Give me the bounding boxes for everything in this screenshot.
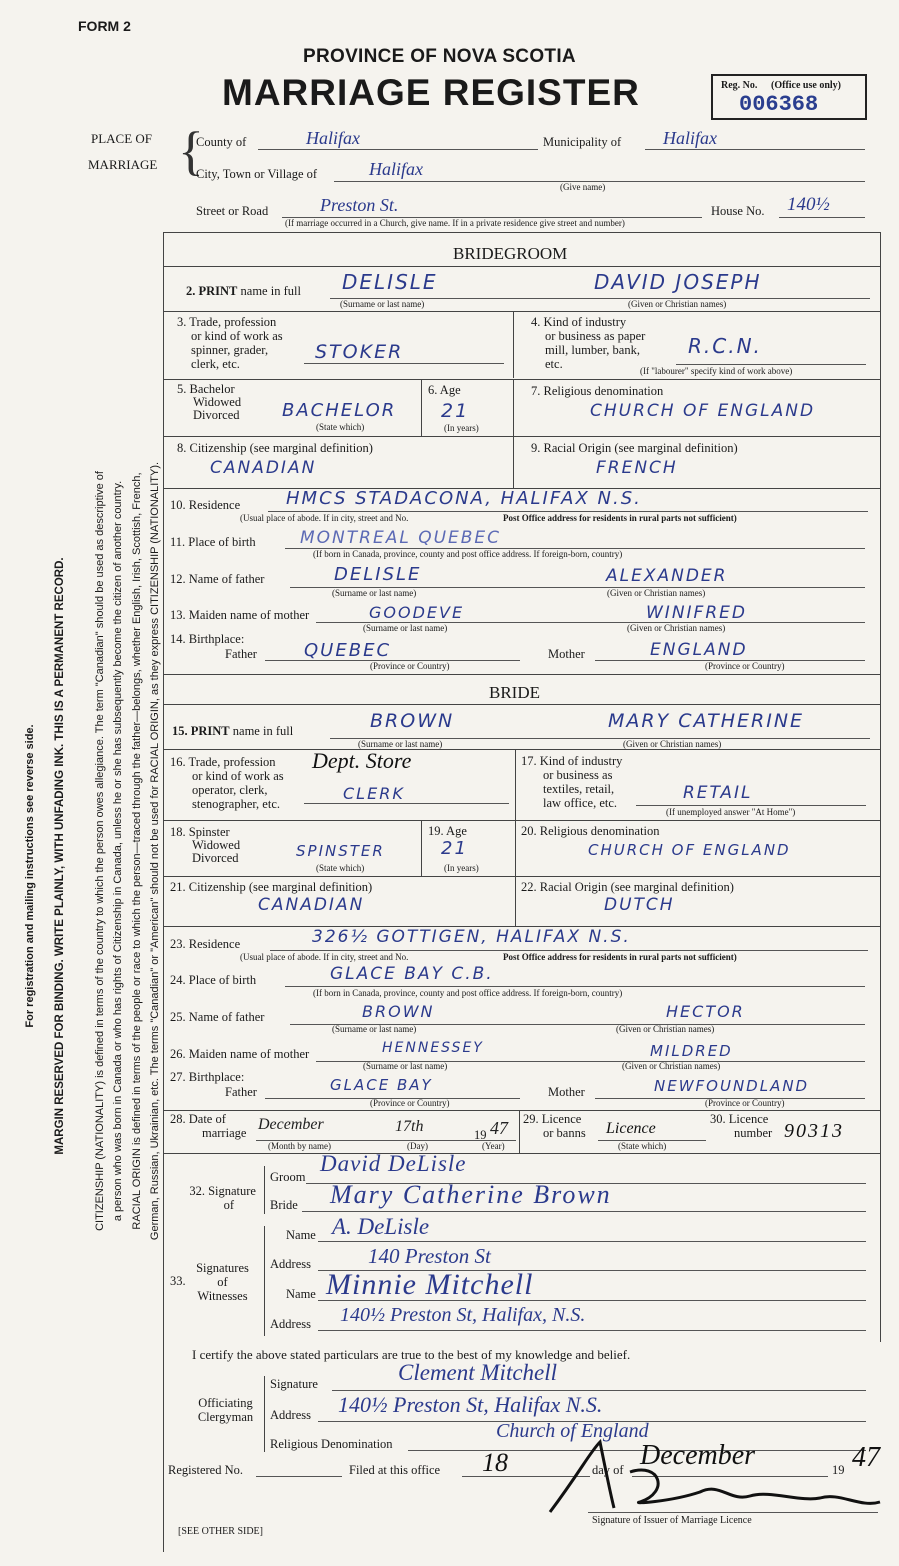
groom-birthplace-caption: (If born in Canada, province, county and post office address. If foreign-born, country) — [313, 549, 623, 559]
marriage-date-label — [170, 1112, 260, 1140]
groom-mother-word: Mother — [548, 647, 585, 661]
witness2-address-label: Address — [270, 1317, 311, 1331]
licence-banns-label-2: or banns — [543, 1126, 586, 1140]
marriage-day-caption: (Day) — [407, 1141, 428, 1151]
groom-father-surname-caption: (Surname or last name) — [332, 588, 417, 598]
groom-status-label — [177, 383, 277, 422]
bride-name-label: 15. PRINT name in full — [172, 724, 294, 738]
groom-status: BACHELOR — [282, 400, 397, 421]
witness1-name-label: Name — [286, 1228, 316, 1242]
bride-trade: CLERK — [343, 784, 405, 803]
filed-day: 18 — [482, 1448, 508, 1477]
bride-father-birthplace: GLACE BAY — [330, 1076, 433, 1094]
marriage-year-caption: (Year) — [482, 1141, 505, 1151]
groom-father-province-caption: (Province or Country) — [370, 661, 450, 671]
bride-citizenship: CANADIAN — [258, 895, 365, 915]
groom-age-caption: (In years) — [444, 423, 479, 433]
witnesses-label-1: Signatures — [196, 1261, 249, 1275]
bride-industry-caption: (If unemployed answer "At Home") — [666, 807, 796, 817]
marriage-date-label-1: 28. Date of — [170, 1112, 226, 1126]
bride-birthplace-caption: (If born in Canada, province, county and post office address. If foreign-born, country) — [313, 988, 623, 998]
day-of-label: day of — [592, 1463, 624, 1477]
groom-status-label-2: Widowed — [193, 395, 242, 409]
groom-given-caption: (Given or Christian names) — [628, 299, 727, 309]
groom-origin-label: 9. Racial Origin (see marginal definition) — [531, 441, 738, 455]
bride-industry-label-3: textiles, retail, — [543, 782, 615, 796]
witnesses-label-3: Witnesses — [197, 1289, 248, 1303]
clergy-signature-label: Signature — [270, 1377, 318, 1391]
bride-mother-province-caption: (Province or Country) — [705, 1098, 785, 1108]
groom-father-word: Father — [225, 647, 257, 661]
clergy-address: 140½ Preston St, Halifax N.S. — [338, 1392, 603, 1417]
groom-trade-label-1: 3. Trade, profession — [177, 315, 277, 329]
witness2-name: Minnie Mitchell — [326, 1268, 534, 1301]
bride-father-given-caption: (Given or Christian names) — [616, 1024, 715, 1034]
province-heading: PROVINCE OF NOVA SCOTIA — [303, 46, 576, 67]
bride-father-surname: BROWN — [362, 1002, 435, 1021]
bride-residence: 326½ GOTTIGEN, HALIFAX N.S. — [312, 927, 631, 947]
bride-mother-given: MILDRED — [650, 1042, 733, 1060]
bride-mother-label: 26. Maiden name of mother — [170, 1047, 310, 1061]
bride-citizenship-label: 21. Citizenship (see marginal definition) — [170, 880, 373, 894]
groom-trade-label-4: clerk, etc. — [191, 357, 240, 371]
filed-month: December — [640, 1440, 756, 1471]
witnesses-label — [185, 1261, 260, 1303]
bride-parents-birthplace-label: 27. Birthplace: — [170, 1070, 245, 1084]
licence-banns-caption: (State which) — [618, 1141, 667, 1151]
licence-banns-value: Licence — [606, 1120, 656, 1137]
groom-father-given: ALEXANDER — [606, 566, 728, 586]
see-other-side: [SEE OTHER SIDE] — [178, 1526, 263, 1537]
margin-line-5: RACIAL ORIGIN is defined in terms of the people or race to which the person—traced through the father—belongs, whether English, Irish, Scottish, French, — [131, 472, 143, 1230]
marriage-day: 17th — [395, 1118, 424, 1135]
groom-industry: R.C.N. — [688, 334, 762, 358]
groom-sig-label: Groom — [270, 1170, 306, 1184]
clergy-signature: Clement Mitchell — [398, 1360, 558, 1385]
margin-line-4: a person who was born in Canada or who has rights of Citizenship in Canada, unless he or she has subsequently become the citizen of another country. — [112, 480, 124, 1222]
groom-mother-given: WINIFRED — [646, 603, 747, 623]
bride-industry-label-4: law office, etc. — [543, 796, 618, 810]
clergy-label — [188, 1396, 263, 1424]
groom-mother-given-caption: (Given or Christian names) — [627, 623, 726, 633]
groom-father-birthplace: QUEBEC — [304, 640, 392, 661]
bride-sig-label: Bride — [270, 1198, 298, 1212]
reg-no-box — [711, 74, 867, 120]
bride-trade-label — [170, 755, 320, 811]
bride-industry-label-2: or business as — [543, 768, 613, 782]
groom-industry-label — [531, 315, 691, 371]
marriage-year: 47 — [490, 1118, 508, 1138]
clergy-label-1: Officiating — [198, 1396, 253, 1410]
groom-father-label: 12. Name of father — [170, 572, 265, 586]
reg-no-note: (Office use only) — [771, 80, 841, 91]
city-label: City, Town or Village of — [196, 167, 318, 181]
bride-mother-word: Mother — [548, 1085, 585, 1099]
groom-mother-province-caption: (Province or Country) — [705, 661, 785, 671]
bride-mother-birthplace: NEWFOUNDLAND — [654, 1077, 810, 1095]
bride-trade-top: Dept. Store — [312, 748, 412, 773]
bride-given: MARY CATHERINE — [608, 710, 805, 732]
bride-religion: CHURCH OF ENGLAND — [588, 841, 791, 859]
bride-residence-caption: (Usual place of abode. If in city, street and No. — [240, 952, 409, 962]
place-label-2: MARRIAGE — [88, 157, 158, 172]
issuer-signature — [520, 1432, 899, 1518]
groom-signature: David DeLisle — [320, 1151, 467, 1176]
bride-residence-label: 23. Residence — [170, 937, 241, 951]
groom-industry-label-2: or business as paper — [545, 329, 646, 343]
brace: { — [178, 121, 204, 181]
bride-age-label: 19. Age — [428, 824, 467, 838]
bride-given-caption: (Given or Christian names) — [623, 739, 722, 749]
bride-status-label-3: Divorced — [192, 851, 239, 865]
bride-father-label: 25. Name of father — [170, 1010, 265, 1024]
filed-year: 47 — [852, 1442, 880, 1473]
reg-no-label: Reg. No. — [721, 80, 758, 91]
bride-origin-label: 22. Racial Origin (see marginal definition) — [521, 880, 734, 894]
groom-status-label-3: Divorced — [193, 408, 240, 422]
bride-trade-label-3: operator, clerk, — [192, 783, 268, 797]
marriage-date-label-2: marriage — [202, 1126, 247, 1140]
groom-origin: FRENCH — [596, 458, 678, 478]
bride-father-surname-caption: (Surname or last name) — [332, 1024, 417, 1034]
bride-birthplace: GLACE BAY C.B. — [330, 964, 494, 984]
groom-name-label: 2. PRINT name in full — [186, 284, 301, 298]
clergy-denomination-label: Religious Denomination — [270, 1437, 393, 1451]
groom-given: DAVID JOSEPH — [594, 270, 762, 294]
groom-trade-label-2: or kind of work as — [191, 329, 283, 343]
groom-age-label: 6. Age — [428, 383, 461, 397]
groom-religion: CHURCH OF ENGLAND — [590, 401, 816, 421]
margin-line-3: CITIZENSHIP (NATIONALITY) is defined in terms of the country to which the person owes allegiance. The term "Canadian" should be used as descriptive of — [94, 471, 106, 1231]
licence-number-label — [710, 1112, 790, 1140]
witness2-address: 140½ Preston St, Halifax, N.S. — [340, 1304, 586, 1326]
filed-label: Filed at this office — [349, 1463, 441, 1477]
house-label: House No. — [711, 204, 765, 218]
groom-industry-label-4: etc. — [545, 357, 563, 371]
bride-mother-surname: HENNESSEY — [382, 1040, 484, 1056]
bride-surname: BROWN — [370, 710, 455, 732]
witness1-name: A. DeLisle — [332, 1214, 430, 1239]
bride-mother-given-caption: (Given or Christian names) — [622, 1061, 721, 1071]
groom-residence-caption: (Usual place of abode. If in city, street and No. — [240, 513, 409, 523]
give-name-caption: (Give name) — [560, 182, 606, 192]
street-value: Preston St. — [320, 195, 399, 215]
registered-label: Registered No. — [168, 1463, 243, 1477]
clergy-address-label: Address — [270, 1408, 311, 1422]
bride-trade-label-4: stenographer, etc. — [192, 797, 281, 811]
bride-residence-caption-b: Post Office address for residents in rural parts not sufficient) — [503, 952, 737, 962]
witness1-address-label: Address — [270, 1257, 311, 1271]
bride-trade-label-1: 16. Trade, profession — [170, 755, 276, 769]
municipality-value: Halifax — [663, 128, 717, 148]
bride-trade-label-2: or kind of work as — [192, 769, 284, 783]
place-label-1: PLACE OF — [91, 131, 153, 146]
bride-father-word: Father — [225, 1085, 257, 1099]
licence-number-label-1: 30. Licence — [710, 1112, 769, 1126]
bride-religion-label: 20. Religious denomination — [521, 824, 660, 838]
bride-signature: Mary Catherine Brown — [330, 1180, 612, 1209]
witnesses-num: 33. — [170, 1274, 186, 1288]
bride-status-label-1: 18. Spinster — [170, 825, 230, 839]
bride-industry-label-1: 17. Kind of industry — [521, 754, 623, 768]
county-value: Halifax — [306, 128, 360, 148]
marriage-month: December — [258, 1116, 324, 1133]
groom-status-label-1: 5. Bachelor — [177, 382, 235, 396]
witnesses-label-2: of — [217, 1275, 228, 1289]
groom-citizenship-label: 8. Citizenship (see marginal definition) — [177, 441, 373, 455]
licence-banns-label — [523, 1112, 603, 1140]
groom-status-caption: (State which) — [316, 422, 365, 432]
house-value: 140½ — [787, 194, 830, 215]
clergy-label-2: Clergyman — [197, 1410, 254, 1424]
groom-mother-surname-caption: (Surname or last name) — [363, 623, 448, 633]
bride-age: 21 — [441, 838, 468, 859]
groom-parents-birthplace-label: 14. Birthplace: — [170, 632, 245, 646]
bride-status: SPINSTER — [296, 842, 385, 860]
bridegroom-heading: BRIDEGROOM — [453, 244, 568, 263]
groom-religion-label: 7. Religious denomination — [531, 384, 664, 398]
margin-line-2: MARGIN RESERVED FOR BINDING. WRITE PLAINLY, WITH UNFADING INK. THIS IS A PERMANENT RECORD. — [54, 557, 66, 1155]
bride-birthplace-label: 24. Place of birth — [170, 973, 257, 987]
margin-line-6: German, Russian, Ukrainian, etc. The terms "Canadian" or "American" should not be used for RACIAL ORIGIN, as they express CITIZENSHIP (NATIONALITY). — [149, 461, 161, 1241]
page-title: MARRIAGE REGISTER — [222, 72, 640, 113]
bride-heading: BRIDE — [489, 683, 540, 702]
form-label: FORM 2 — [78, 18, 131, 34]
licence-number: 90313 — [784, 1120, 844, 1142]
groom-trade-label — [177, 315, 317, 371]
bride-status-caption: (State which) — [316, 863, 365, 873]
bride-industry-label — [521, 754, 671, 810]
signature-of-label — [176, 1184, 256, 1212]
groom-surname-caption: (Surname or last name) — [340, 299, 425, 309]
groom-industry-label-3: mill, lumber, bank, — [545, 343, 640, 357]
witness2-name-label: Name — [286, 1287, 316, 1301]
reg-no-value: 006368 — [739, 92, 819, 117]
bride-origin: DUTCH — [604, 895, 675, 915]
groom-residence-caption-b: Post Office address for residents in rural parts not sufficient) — [503, 513, 737, 523]
groom-residence: HMCS STADACONA, HALIFAX N.S. — [286, 488, 642, 509]
bride-status-label — [170, 826, 270, 865]
groom-trade: STOKER — [315, 341, 404, 363]
groom-mother-label: 13. Maiden name of mother — [170, 608, 310, 622]
county-label: County of — [196, 135, 247, 149]
bride-father-province-caption: (Province or Country) — [370, 1098, 450, 1108]
clergy-denomination: Church of England — [496, 1420, 649, 1442]
bride-mother-surname-caption: (Surname or last name) — [363, 1061, 448, 1071]
bride-status-label-2: Widowed — [192, 838, 241, 852]
witness1-address: 140 Preston St — [368, 1244, 491, 1268]
margin-line-1: For registration and mailing instructions see reverse side. — [24, 724, 36, 1028]
groom-citizenship: CANADIAN — [210, 458, 317, 478]
marriage-month-caption: (Month by name) — [268, 1141, 331, 1151]
groom-mother-surname: GOODEVE — [369, 603, 465, 622]
groom-father-surname: DELISLE — [334, 564, 422, 585]
margin-instructions — [0, 0, 160, 1566]
municipality-label: Municipality of — [543, 135, 622, 149]
groom-trade-label-3: spinner, grader, — [191, 343, 269, 357]
street-label: Street or Road — [196, 204, 269, 218]
groom-birthplace: MONTREAL QUEBEC — [300, 528, 502, 548]
groom-residence-label: 10. Residence — [170, 498, 241, 512]
bride-age-caption: (In years) — [444, 863, 479, 873]
groom-father-given-caption: (Given or Christian names) — [607, 588, 706, 598]
filed-year-prefix: 19 — [832, 1463, 845, 1477]
licence-banns-label-1: 29. Licence — [523, 1112, 582, 1126]
groom-birthplace-label: 11. Place of birth — [170, 535, 256, 549]
groom-mother-birthplace: ENGLAND — [650, 640, 748, 660]
signature-of-label-2: of — [223, 1198, 234, 1212]
city-value: Halifax — [369, 159, 423, 179]
licence-number-label-2: number — [734, 1126, 773, 1140]
issuer-caption: Signature of Issuer of Marriage Licence — [592, 1515, 752, 1526]
certification-text: I certify the above stated particulars are true to the best of my knowledge and belief. — [192, 1347, 631, 1362]
bride-surname-caption: (Surname or last name) — [358, 739, 443, 749]
bride-father-given: HECTOR — [666, 1002, 745, 1021]
bride-industry: RETAIL — [683, 783, 753, 803]
place-note: (If marriage occurred in a Church, give name. If in a private residence give street and number) — [285, 218, 625, 228]
groom-industry-caption: (If "labourer" specify kind of work above) — [640, 366, 793, 376]
signature-of-label-1: 32. Signature — [189, 1184, 256, 1198]
groom-industry-label-1: 4. Kind of industry — [531, 315, 627, 329]
groom-surname: DELISLE — [342, 270, 438, 294]
marriage-year-prefix: 19 — [474, 1128, 487, 1142]
groom-age: 21 — [441, 400, 470, 422]
